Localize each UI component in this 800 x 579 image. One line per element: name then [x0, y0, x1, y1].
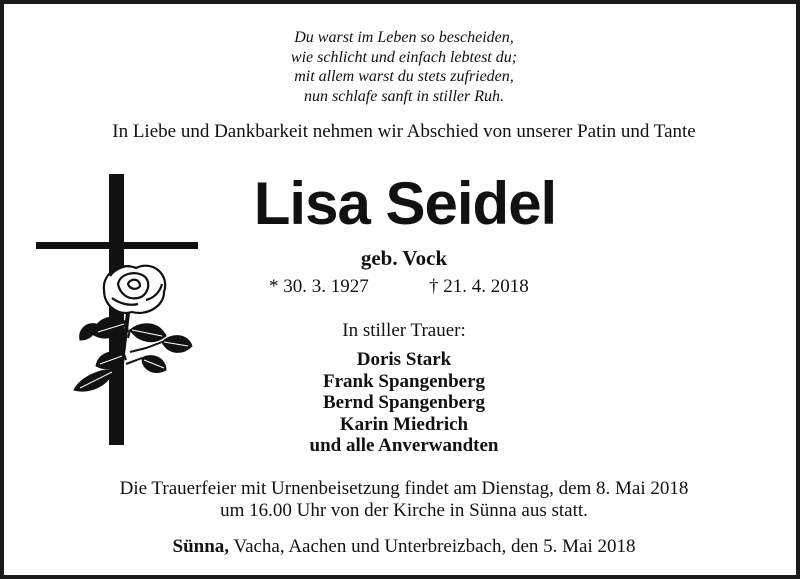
mourner-name: Bernd Spangenberg — [322, 392, 486, 413]
mourner-name: und alle Anverwandten — [309, 435, 499, 456]
birth-date: * 30. 3. 1927 — [269, 276, 369, 297]
place-town: Sünna, — [172, 536, 230, 557]
funeral-service-notice — [4, 478, 800, 522]
mourners-heading: In stiller Trauer: — [342, 320, 466, 341]
cross-with-rose-icon — [34, 172, 204, 447]
memorial-poem — [4, 28, 800, 106]
service-line: um 16.00 Uhr von der Kirche in Sünna aus statt. — [220, 500, 588, 521]
poem-line: wie schlicht und einfach lebtest du; — [290, 48, 518, 66]
deceased-name: Lisa Seidel — [253, 170, 557, 237]
maiden-name: geb. Vock — [360, 246, 448, 270]
farewell-intro: In Liebe und Dankbarkeit nehmen wir Abschied von unserer Patin und Tante — [112, 121, 696, 142]
poem-line: mit allem warst du stets zufrieden, — [294, 68, 514, 85]
service-line: Die Trauerfeier mit Urnenbeisetzung findet am Dienstag, dem 8. Mai 2018 — [119, 478, 689, 499]
place-and-date — [4, 535, 800, 559]
poem-line: Du warst im Leben so bescheiden, — [294, 29, 514, 46]
poem-line: nun schlafe sanft in stiller Ruh. — [304, 87, 504, 105]
mourner-name: Karin Miedrich — [339, 413, 469, 435]
place-rest: Vacha, Aachen und Unterbreizbach, den 5. Mai 2018 — [229, 536, 636, 557]
death-date: † 21. 4. 2018 — [429, 276, 529, 297]
mourner-name: Doris Stark — [356, 349, 452, 370]
mourner-name: Frank Spangenberg — [322, 370, 486, 392]
